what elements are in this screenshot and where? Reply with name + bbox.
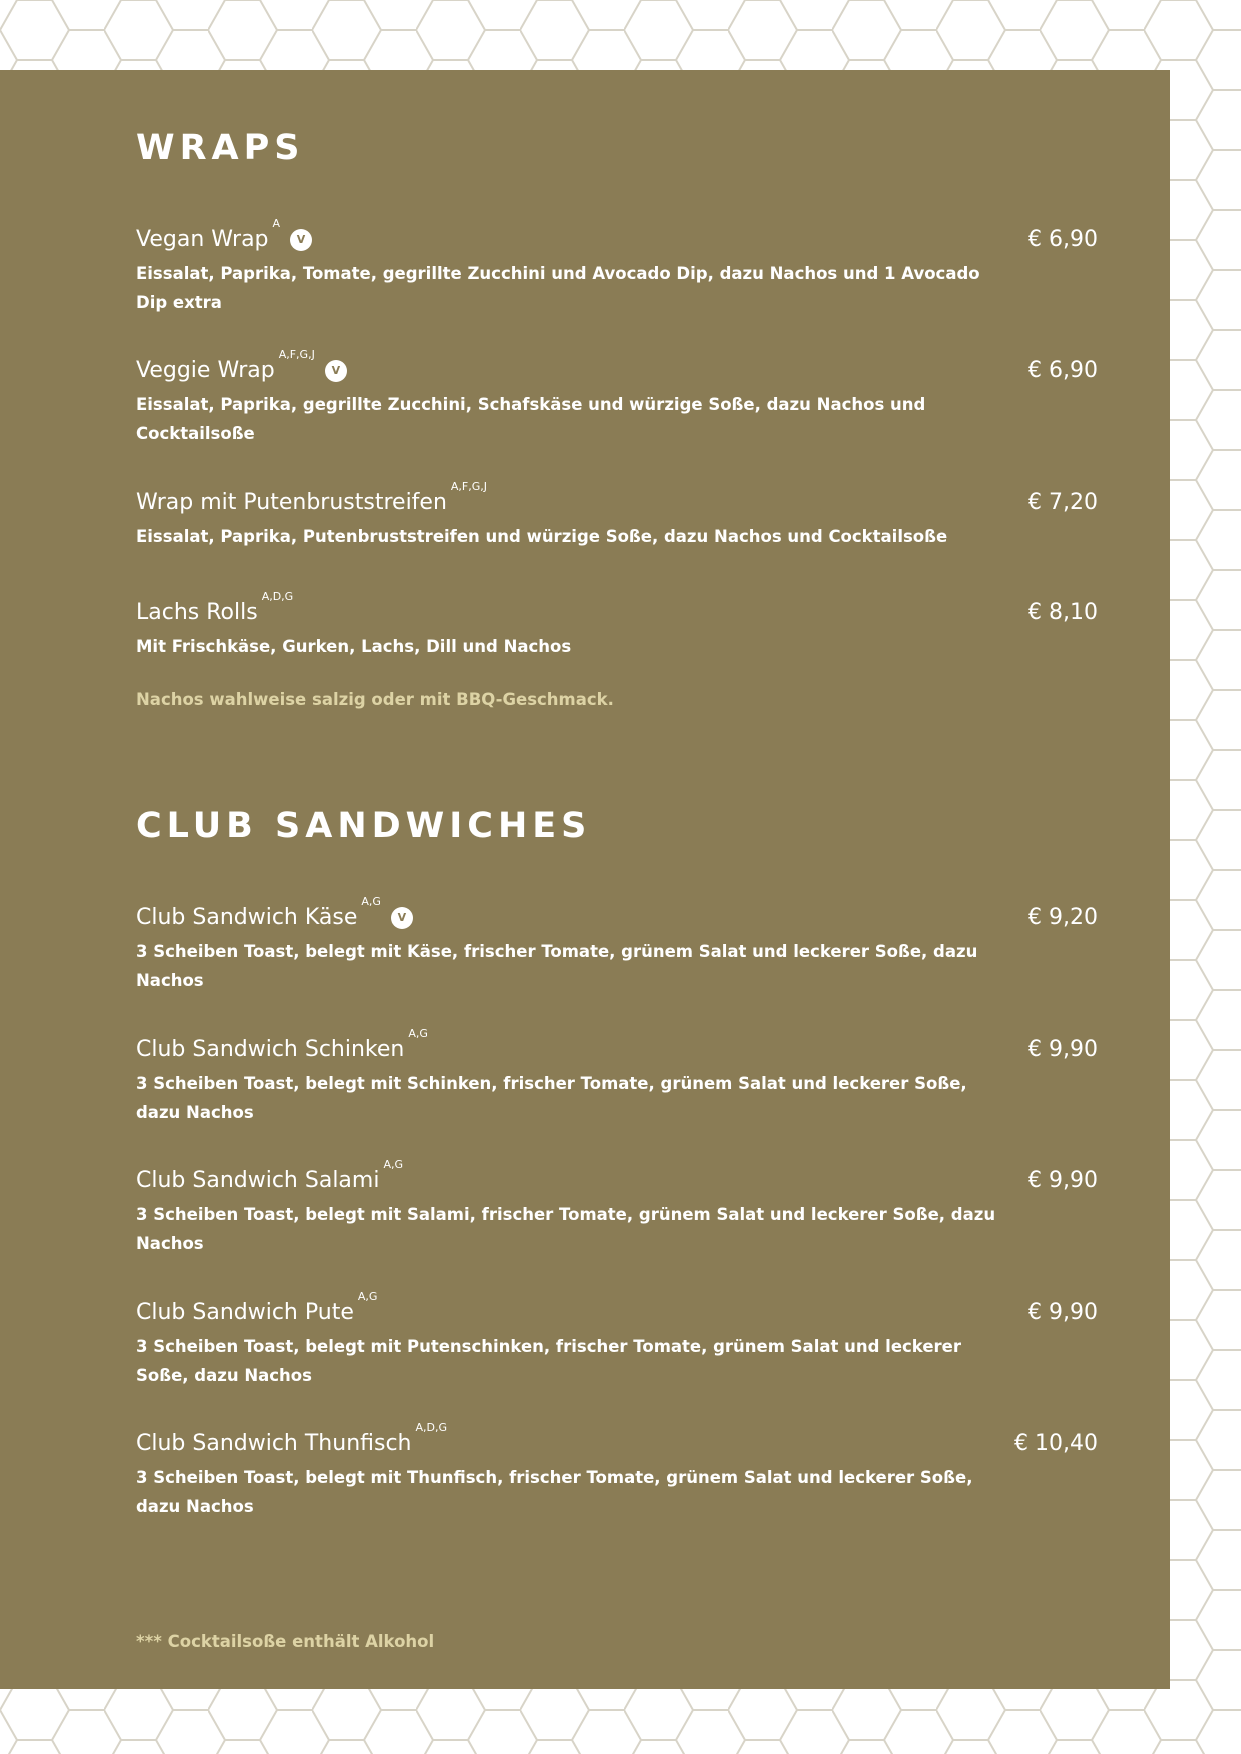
item-price: € 7,20 [1028,490,1098,515]
item-price: € 9,90 [1028,1037,1098,1062]
item-name: Club Sandwich Käse [136,905,358,930]
item-price: € 6,90 [1028,358,1098,383]
allergen-codes: A,G [383,1157,403,1171]
menu-item-club-sandwich-pute [136,1289,1098,1390]
item-name: Wrap mit Putenbruststreifen [136,490,447,515]
item-description: 3 Scheiben Toast, belegt mit Thunfisch, frischer Tomate, grünem Salat und leckerer Soße, dazu Nachos [136,1468,973,1516]
vegetarian-icon: V [290,229,312,251]
item-name: Club Sandwich Schinken [136,1037,405,1062]
item-description: 3 Scheiben Toast, belegt mit Schinken, frischer Tomate, grünem Salat und leckerer Soße, dazu Nachos [136,1074,967,1122]
item-name: Lachs Rolls [136,600,258,625]
nachos-note: Nachos wahlweise salzig oder mit BBQ-Geschmack. [136,690,614,709]
item-name: Club Sandwich Thunfisch [136,1431,412,1456]
allergen-codes: A,D,G [415,1420,448,1434]
item-price: € 6,90 [1028,227,1098,252]
item-description: 3 Scheiben Toast, belegt mit Putenschinken, frischer Tomate, grünem Salat und leckerer Soße, dazu Nachos [136,1337,961,1385]
vegetarian-icon: V [325,360,347,382]
item-description: 3 Scheiben Toast, belegt mit Salami, frischer Tomate, grünem Salat und leckerer Soße, dazu Nachos [136,1205,996,1253]
allergen-codes: A,G [408,1026,428,1040]
vegetarian-icon: V [391,907,413,929]
menu-item-club-sandwich-kaese [136,894,1098,995]
item-description: Eissalat, Paprika, Putenbruststreifen und würzige Soße, dazu Nachos und Cocktailsoße [136,527,948,546]
menu-item-club-sandwich-thunfisch [136,1420,1098,1521]
item-description: Eissalat, Paprika, Tomate, gegrillte Zucchini und Avocado Dip, dazu Nachos und 1 Avocado Dip extra [136,264,980,312]
club-sandwiches-title: CLUB SANDWICHES [136,806,592,846]
wraps-title: WRAPS [136,128,305,168]
item-description: Eissalat, Paprika, gegrillte Zucchini, Schafskäse und würzige Soße, dazu Nachos und Cocktailsoße [136,395,926,443]
item-price: € 9,90 [1028,1300,1098,1325]
item-name: Club Sandwich Pute [136,1300,354,1325]
menu-item-club-sandwich-salami [136,1157,1098,1258]
item-name: Club Sandwich Salami [136,1168,380,1193]
allergen-codes: A,F,G,J [278,347,315,361]
allergen-codes: A,G [361,894,381,908]
menu-item-club-sandwich-schinken [136,1026,1098,1127]
allergen-codes: A [272,216,281,230]
menu-item-veggie-wrap [136,347,1098,448]
menu-item-wrap-putenbruststreifen [136,479,1098,551]
allergen-codes: A,G [357,1289,378,1303]
item-price: € 9,90 [1028,1168,1098,1193]
item-name: Veggie Wrap [136,358,275,383]
item-description: 3 Scheiben Toast, belegt mit Käse, frischer Tomate, grünem Salat und leckerer Soße, dazu Nachos [136,942,978,990]
item-price: € 8,10 [1028,600,1098,625]
item-price: € 10,40 [1014,1431,1098,1456]
allergen-codes: A,F,G,J [450,479,488,493]
item-price: € 9,20 [1028,905,1098,930]
menu-item-vegan-wrap [136,216,1098,317]
menu-item-lachs-rolls [136,589,1098,661]
item-description: Mit Frischkäse, Gurken, Lachs, Dill und Nachos [136,637,572,656]
item-name: Vegan Wrap [136,227,269,252]
allergen-codes: A,D,G [261,589,294,603]
footer-note: *** Cocktailsoße enthält Alkohol [136,1632,435,1651]
